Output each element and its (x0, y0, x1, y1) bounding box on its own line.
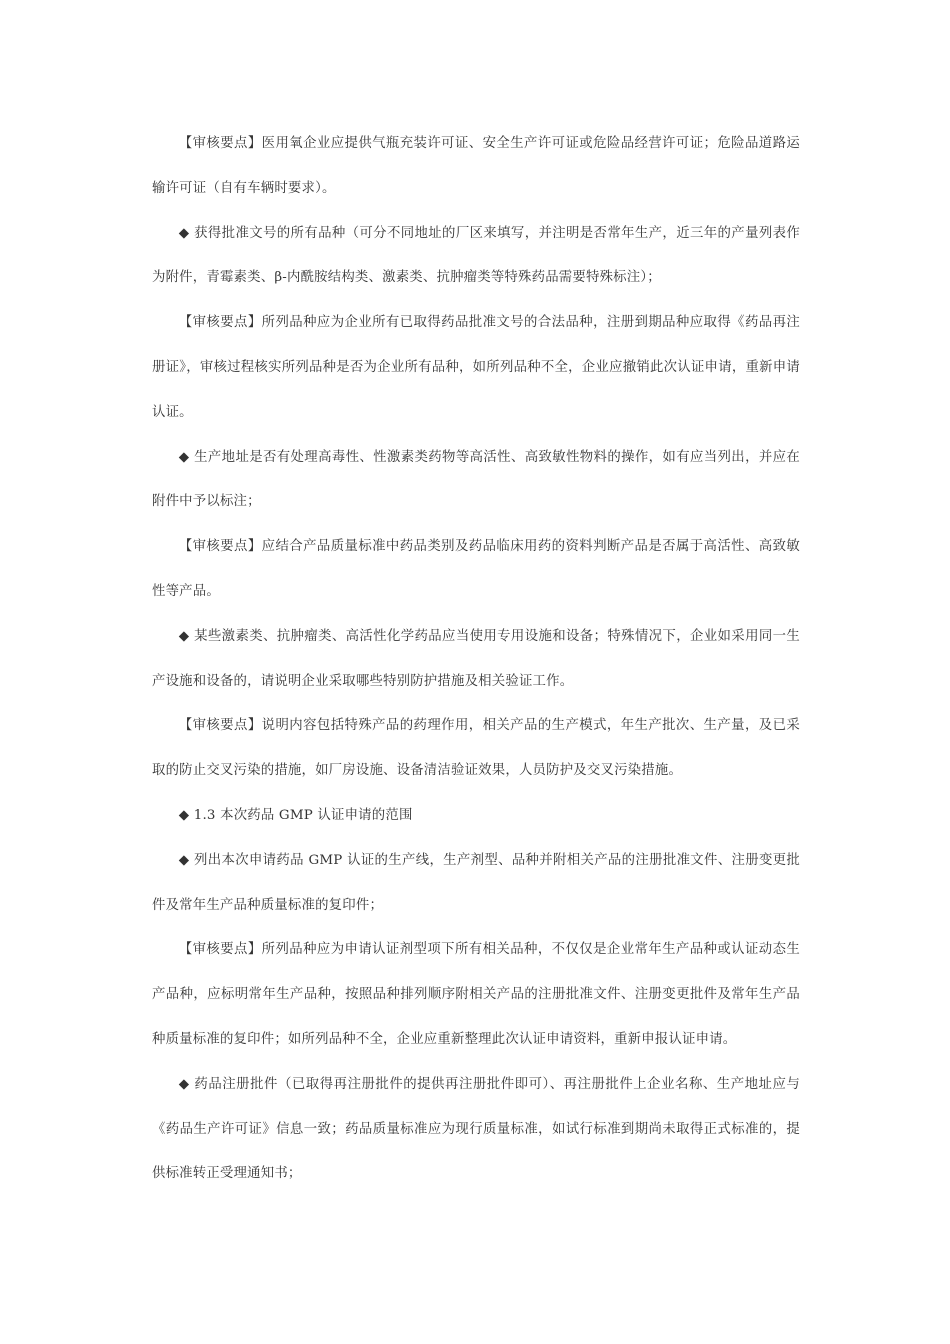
paragraph-review-point-dosage-forms: 【审核要点】所列品种应为申请认证剂型项下所有相关品种，不仅仅是企业常年生产品种或认证动态生产品种，应标明常年生产品种，按照品种排列顺序附相关产品的注册批准文件、注册变更批件及常年生产品种质量标准的复印件；如所列品种不全，企业应重新整理此次认证申请资料，重新申报认证申请。 (152, 942, 800, 1047)
paragraph-dedicated-facilities: ◆ 某些激素类、抗肿瘤类、高活性化学药品应当使用专用设施和设备；特殊情况下，企业如采用同一生产设施和设备的，请说明企业采取哪些特别防护措施及相关验证工作。 (152, 628, 800, 689)
paragraph-review-point-special-products: 【审核要点】说明内容包括特殊产品的药理作用，相关产品的生产模式，年生产批次、生产量，及已采取的防止交叉污染的措施，如厂房设施、设备清洁验证效果，人员防护及交叉污染措施。 (152, 718, 800, 779)
paragraph-review-point-varieties: 【审核要点】所列品种应为企业所有已取得药品批准文号的合法品种，注册到期品种应取得《药品再注册证》，审核过程核实所列品种是否为企业所有品种，如所列品种不全，企业应撤销此次认证申请，重新申请认证。 (152, 315, 800, 420)
paragraph-section-heading-1-3: ◆ 1.3 本次药品 GMP 认证申请的范围 (178, 807, 413, 823)
paragraph-registration-approval: ◆ 药品注册批件（已取得再注册批件的提供再注册批件即可）、再注册批件上企业名称、生产地址应与《药品生产许可证》信息一致；药品质量标准应为现行质量标准，如试行标准到期尚未取得正式标准的，提供标准转正受理通知书； (152, 1076, 800, 1182)
paragraph-review-point-oxygen: 【审核要点】医用氧企业应提供气瓶充装许可证、安全生产许可证或危险品经营许可证；危险品道路运输许可证（自有车辆时要求）。 (152, 136, 800, 196)
paragraph-high-activity-materials: ◆ 生产地址是否有处理高毒性、性激素类药物等高活性、高致敏性物料的操作，如有应当列出，并应在附件中予以标注； (152, 449, 800, 510)
paragraph-approved-varieties: ◆ 获得批准文号的所有品种（可分不同地址的厂区来填写，并注明是否常年生产，近三年的产量列表作为附件，青霉素类、β-内酰胺结构类、激素类、抗肿瘤类等特殊药品需要特殊标注）； (152, 225, 800, 286)
document-body (152, 122, 800, 1197)
paragraph-production-lines: ◆ 列出本次申请药品 GMP 认证的生产线，生产剂型、品种并附相关产品的注册批准文件、注册变更批件及常年生产品种质量标准的复印件； (152, 852, 800, 913)
paragraph-review-point-high-activity: 【审核要点】应结合产品质量标准中药品类别及药品临床用药的资料判断产品是否属于高活性、高致敏性等产品。 (152, 539, 800, 599)
